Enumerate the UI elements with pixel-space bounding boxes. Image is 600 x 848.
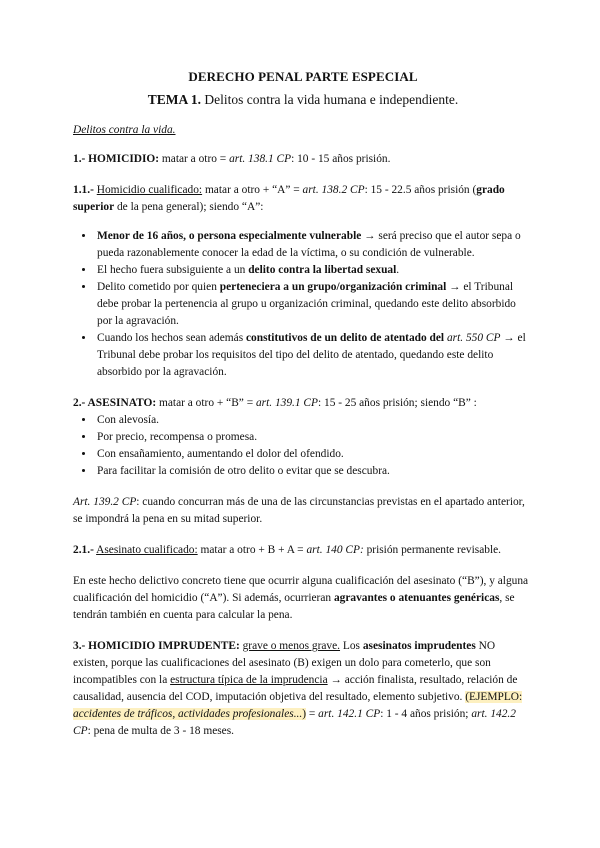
document-subtitle [73, 91, 533, 108]
cualificaciones-a-list [73, 228, 533, 381]
text: → acción finalista, resultado, relación de causalidad, ausencia del COD, imputación objetiva del resultado, elemento subjetivo. [73, 674, 518, 703]
asesinato-cualificado-label: Asesinato cualificado: [96, 544, 198, 556]
bold-text: delito contra la libertad sexual [248, 264, 397, 276]
article-ref: art. 138.1 CP [229, 153, 292, 165]
section-asesinato [73, 395, 533, 412]
text: de la pena general); siendo “A”: [114, 201, 264, 213]
list-item: • Por precio, recompensa o promesa. [95, 429, 533, 446]
document-body [73, 68, 533, 754]
cualificaciones-b-list [73, 412, 533, 480]
text: : cuando concurran más de una de las circunstancias previstas en el apartado anterior, se impondrá la pena en su mitad superior. [73, 496, 525, 525]
bold-text: constitutivos de un delito de atentado del [246, 332, 445, 344]
text: : 15 - 25 años prisión; siendo “B” : [318, 397, 477, 409]
text: matar a otro + “A” = [202, 184, 303, 196]
bold-text: asesinatos imprudentes [362, 640, 476, 652]
list-item: • Con ensañamiento, aumentando el dolor del ofendido. [95, 446, 533, 463]
text: , se tendrán también en cuenta para calcular la pena. [73, 592, 515, 621]
text: : pena de multa de 3 - 18 meses. [87, 725, 235, 737]
asesinato-label: 2.- ASESINATO: [73, 397, 157, 409]
text: NO existen, porque las cualificaciones del asesinato (B) exigen un dolo para cometerlo, que son incompatibles con la [73, 640, 496, 686]
homicidio-cualificado-label: Homicidio cualificado: [96, 184, 203, 196]
hecho-delictivo-paragraph [73, 573, 533, 624]
section-homicidio-imprudente [73, 638, 533, 740]
text: . [396, 264, 400, 276]
bold-text: agravantes o atenuantes genéricas [333, 592, 500, 604]
homicidio-imprudente-label: 3.- HOMICIDIO IMPRUDENTE: [73, 640, 240, 652]
article-ref: art. 550 CP [446, 332, 501, 344]
text: Cuando los hechos sean además [97, 332, 246, 344]
text: Delito cometido por quien [97, 281, 220, 293]
text: = [306, 708, 319, 720]
text: prisión permanente revisable. [363, 544, 502, 556]
article-ref: art. 140 CP: [306, 544, 364, 556]
section-homicidio-cualificado [73, 182, 533, 216]
list-item [95, 279, 533, 330]
article-ref: art. 142.1 CP [318, 708, 381, 720]
underlined-text: estructura típica de la imprudencia [170, 674, 328, 686]
text: Los [340, 640, 363, 652]
article-ref: art. 138.2 CP [302, 184, 365, 196]
underlined-text: grave o menos grave. [242, 640, 341, 652]
text: : 15 - 22.5 años prisión ( [364, 184, 477, 196]
document-title: DERECHO PENAL PARTE ESPECIAL [188, 69, 418, 84]
tema-number: TEMA 1. [147, 92, 202, 107]
text: → será preciso que el autor sepa o pueda razonablemente conocer la edad de la víctima, o su condición de vulnerable. [97, 230, 521, 259]
text: matar a otro + B + A = [197, 544, 307, 556]
article-ref: Art. 139.2 CP [73, 496, 137, 508]
text: En este hecho delictivo concreto tiene que ocurrir alguna cualificación del asesinato (“B”), y alguna cualificación del homicidio (“A”). Si además, ocurrieran [73, 575, 529, 604]
grado-superior: grado superior [73, 184, 505, 213]
article-ref: art. 142.2 CP [73, 708, 516, 737]
list-item: • Con alevosía. [95, 412, 533, 429]
section-asesinato-cualificado [73, 542, 533, 559]
list-item: • Para facilitar la comisión de otro delito o evitar que se descubra. [95, 463, 533, 480]
text: → el Tribunal debe probar los requisitos del tipo del delito de atentado, quedando este delito absorbido por la agravación. [97, 332, 526, 378]
homicidio-label: 1.- HOMICIDIO: [73, 153, 160, 165]
list-item [95, 330, 533, 381]
list-item [95, 262, 533, 279]
text: (EJEMPLO: [465, 691, 523, 703]
text: El hecho fuera subsiguiente a un [97, 264, 249, 276]
text: : 10 - 15 años prisión. [291, 153, 391, 165]
text: matar a otro + “B” = [156, 397, 256, 409]
bold-text: perteneciera a un grupo/organización criminal [219, 281, 447, 293]
section-homicidio [73, 151, 533, 168]
tema-text: Delitos contra la vida humana e independiente. [201, 92, 459, 107]
section-number: 2.1.- [73, 544, 94, 556]
bold-text: Menor de 16 años, o persona especialmente vulnerable [97, 230, 362, 242]
text: matar a otro = [159, 153, 230, 165]
text: : 1 - 4 años prisión; [380, 708, 472, 720]
article-ref: art. 139.1 CP [255, 397, 318, 409]
italic-text: accidentes de tráficos, actividades profesionales... [73, 708, 303, 720]
section-heading: Delitos contra la vida. [73, 124, 176, 136]
article-139-2-paragraph [73, 494, 533, 528]
list-item [95, 228, 533, 262]
text: → el Tribunal debe probar la pertenencia al grupo u organización criminal, quedando este delito absorbido por la agravación. [97, 281, 516, 327]
section-number: 1.1.- [73, 184, 94, 196]
text: ) [302, 708, 307, 720]
